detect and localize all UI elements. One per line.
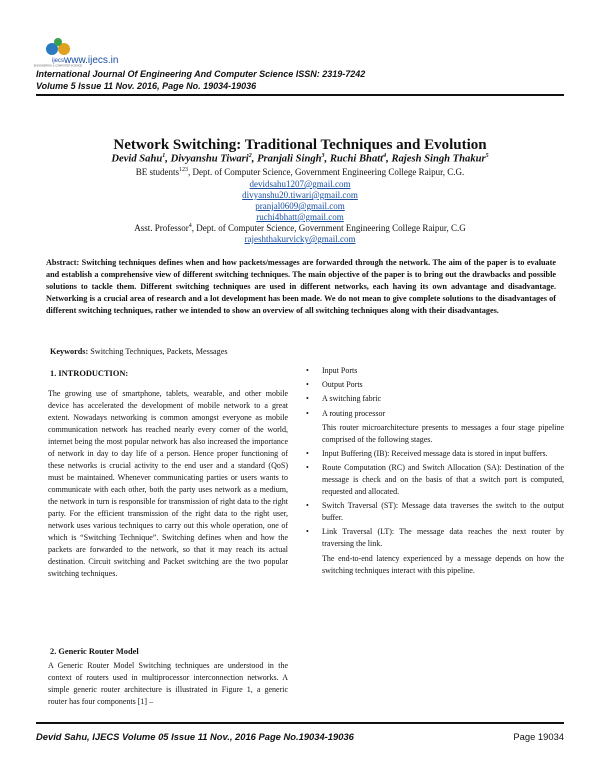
journal-volume-line: Volume 5 Issue 11 Nov. 2016, Page No. 19034-19036: [36, 81, 257, 91]
keywords: Keywords: Switching Techniques, Packets, Messages: [50, 347, 228, 356]
journal-site-link[interactable]: www.ijecs.in: [64, 55, 119, 66]
list-item: • Output Ports: [306, 379, 564, 391]
introduction-paragraph: The growing use of smartphone, tablets, wearable, and other mobile device has accelerated the development of mobile network to a great extent. Nowadays networking is common amongst everyone as mobile communication network has reached nearly every corner of the world, internet being the most popular network has also increased the importance of network in day to day life of a person. Hence proper functioning of these networks is crucial activity to the end user and a standard (QoS) must be maintained. Whenever communicating parties or users wants to communicate with each other, both the party uses network as a medium, the network in turn is responsible for transmission of right data to the right party. For the efficient transmission of the right data to the right user, network uses various techniques to carry out this whole operation, one of which is “Switching Technique”. Switching defines when and how the packets are forwarded to the network, so that it may reach its actual destination. Circuit switching and Packet switching are the two popular switching techniques.: [48, 389, 288, 578]
router-intro-paragraph: This router microarchitecture presents to messages a four stage pipeline comprised of the following stages.: [322, 422, 564, 444]
footer-divider: [36, 722, 564, 724]
footer-citation: Devid Sahu, IJECS Volume 05 Issue 11 Nov., 2016 Page No.19034-19036: [36, 731, 354, 742]
list-item: • Input Ports: [306, 365, 564, 377]
paper-title: Network Switching: Traditional Techniques and Evolution: [113, 137, 487, 153]
svg-text:ENGINEERING & COMPUTER SCIENCE: ENGINEERING & COMPUTER SCIENCE: [33, 64, 83, 68]
router-model-paragraph: A Generic Router Model Switching techniques are understood in the context of routers used in multiprocessor interconnection networks. A simple generic router architecture is illustrated in Figure 1, a generic router has four components [1] –: [48, 661, 288, 706]
author-list: Devid Sahu$^1$, Divyanshu Tiwari$^2$, Pranjali Singh$^3$, Ruchi Bhatt$^4$, Rajesh Singh Thakur$^5$: [111, 153, 489, 165]
list-item: • Route Computation (RC) and Switch Allocation (SA): Destination of the message is check and on the basis of that a switch port is computed, requested and allocated.: [306, 462, 564, 498]
page-footer: [36, 731, 564, 742]
affiliation-students: BE students$^{123}$, Dept. of Computer Science, Government Engineering College Raipur, C.G.: [135, 167, 465, 177]
email-link[interactable]: pranjal0609@gmail.com: [255, 201, 345, 211]
list-item: • A switching fabric: [306, 393, 564, 405]
svg-text:ijecs: ijecs: [51, 58, 65, 64]
pipeline-stages-list: [306, 448, 564, 551]
latency-paragraph: The end-to-end latency experienced by a message depends on how the switching techniques interact with this pipeline.: [322, 553, 564, 575]
list-item: • Input Buffering (IB): Received message data is stored in input buffers.: [306, 448, 564, 460]
header-divider: [36, 94, 564, 96]
affiliation-professor: Asst. Professor$^4$, Dept. of Computer Science, Government Engineering College Raipur, C.G: [134, 223, 466, 233]
journal-title-line: International Journal Of Engineering And Computer Science ISSN: 2319-7242: [36, 69, 366, 79]
list-item: • A routing processor: [306, 408, 564, 420]
section-heading-introduction: 1. INTRODUCTION:: [50, 369, 129, 378]
list-item: • Link Traversal (LT): The message data reaches the next router by traversing the link.: [306, 526, 564, 550]
section-heading-router-model: 2. Generic Router Model: [50, 647, 139, 656]
email-link[interactable]: ruchi4bhatt@gmail.com: [256, 212, 344, 222]
email-link[interactable]: rajeshthakurvicky@gmail.com: [244, 234, 356, 244]
abstract: Abstract: Switching techniques defines when and how packets/messages are forwarded through the network. The aim of the paper is to evaluate and establish a comprehensive view of different switching techniques. The main objective of the paper is to bring out the drawbacks and possible solutions to tackle them. Different switching techniques are used in different networks, each having its own advantage and disadvantage. Networking is a crucial area of research and a lot development has been made. We do not mean to give complete solutions to the disadvantages of different switching techniques, rather we intended to show an overview of all switching techniques along with their disadvantages.: [46, 258, 556, 315]
email-link[interactable]: divyanshu20.tiwari@gmail.com: [242, 190, 358, 200]
email-link[interactable]: devidsahu1207@gmail.com: [249, 179, 351, 189]
router-components-list: [306, 365, 564, 420]
right-column: [306, 365, 564, 577]
page-number: Page 19034: [513, 731, 564, 742]
list-item: • Switch Traversal (ST): Message data traverses the switch to the output buffer.: [306, 500, 564, 524]
